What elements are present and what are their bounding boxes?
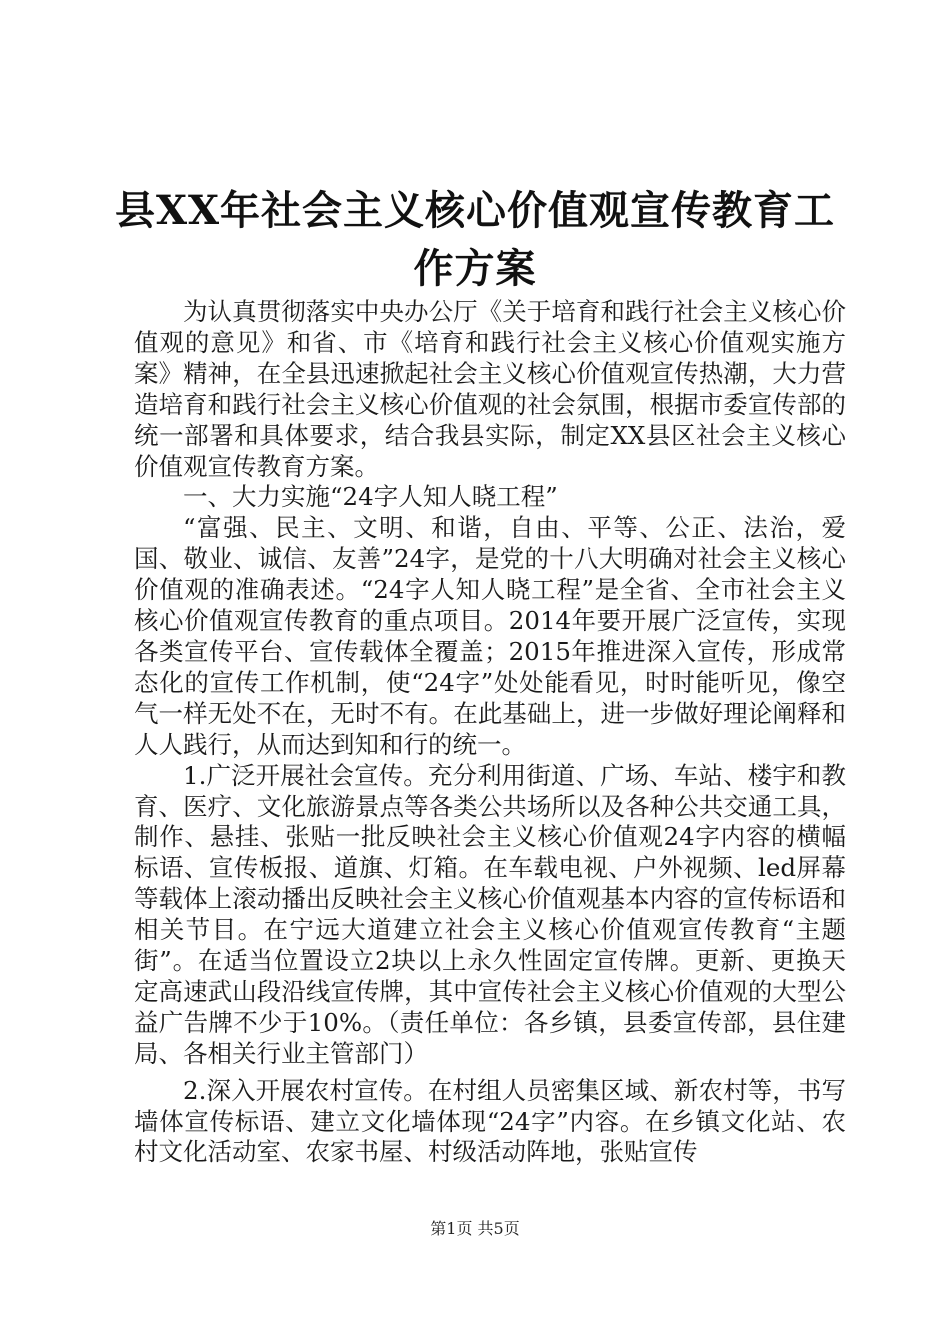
body-paragraph: “富强、民主、文明、和谐，自由、平等、公正、法治，爱国、敬业、诚信、友善”24字，是党的十八大明确对社会主义核心价值观的准确表述。“24字人知人晓工程”是全省、全市社会主义核心价值观宣传教育的重点项目。2014年要开展广泛宣传，实现各类宣传平台、宣传载体全覆盖；2015年推进深入宣传，形成常态化的宣传工作机制，使“24字”处处能看见，时时能听见，像空气一样无处不在，无时不有。在此基础上，进一步做好理论阐释和人人践行，从而达到知和行的统一。 <box>134 513 846 759</box>
body-paragraph: 1.广泛开展社会宣传。充分利用街道、广场、车站、楼宇和教育、医疗、文化旅游景点等各类公共场所以及各种公共交通工具，制作、悬挂、张贴一批反映社会主义核心价值观24字内容的横幅标语、宣传板报、道旗、灯箱。在车载电视、户外视频、led屏幕等载体上滚动播出反映社会主义核心价值观基本内容的宣传标语和相关节目。在宁远大道建立社会主义核心价值观宣传教育“主题街”。在适当位置设立2块以上永久性固定宣传牌。更新、更换天定高速武山段沿线宣传牌，其中宣传社会主义核心价值观的大型公益广告牌不少于10%。（责任单位：各乡镇，县委宣传部，县住建局、各相关行业主管部门） <box>134 760 846 1068</box>
document-body <box>134 297 846 1168</box>
page-number-footer: 第1页 共5页 <box>430 1219 520 1238</box>
intro-paragraph: 为认真贯彻落实中央办公厅《关于培育和践行社会主义核心价值观的意见》和省、市《培育和践行社会主义核心价值观实施方案》精神，在全县迅速掀起社会主义核心价值观宣传热潮，大力营造培育和践行社会主义核心价值观的社会氛围，根据市委宣传部的统一部署和具体要求，结合我县实际，制定XX县区社会主义核心价值观宣传教育方案。 <box>134 297 846 481</box>
section-heading: 一、大力实施“24字人知人晓工程” <box>183 482 558 512</box>
body-paragraph: 2.深入开展农村宣传。在村组人员密集区域、新农村等，书写墙体宣传标语、建立文化墙体现“24字”内容。在乡镇文化站、农村文化活动室、农家书屋、村级活动阵地，张贴宣传 <box>134 1075 846 1167</box>
document-title: 县XX年社会主义核心价值观宣传教育工作方案 <box>114 187 836 292</box>
